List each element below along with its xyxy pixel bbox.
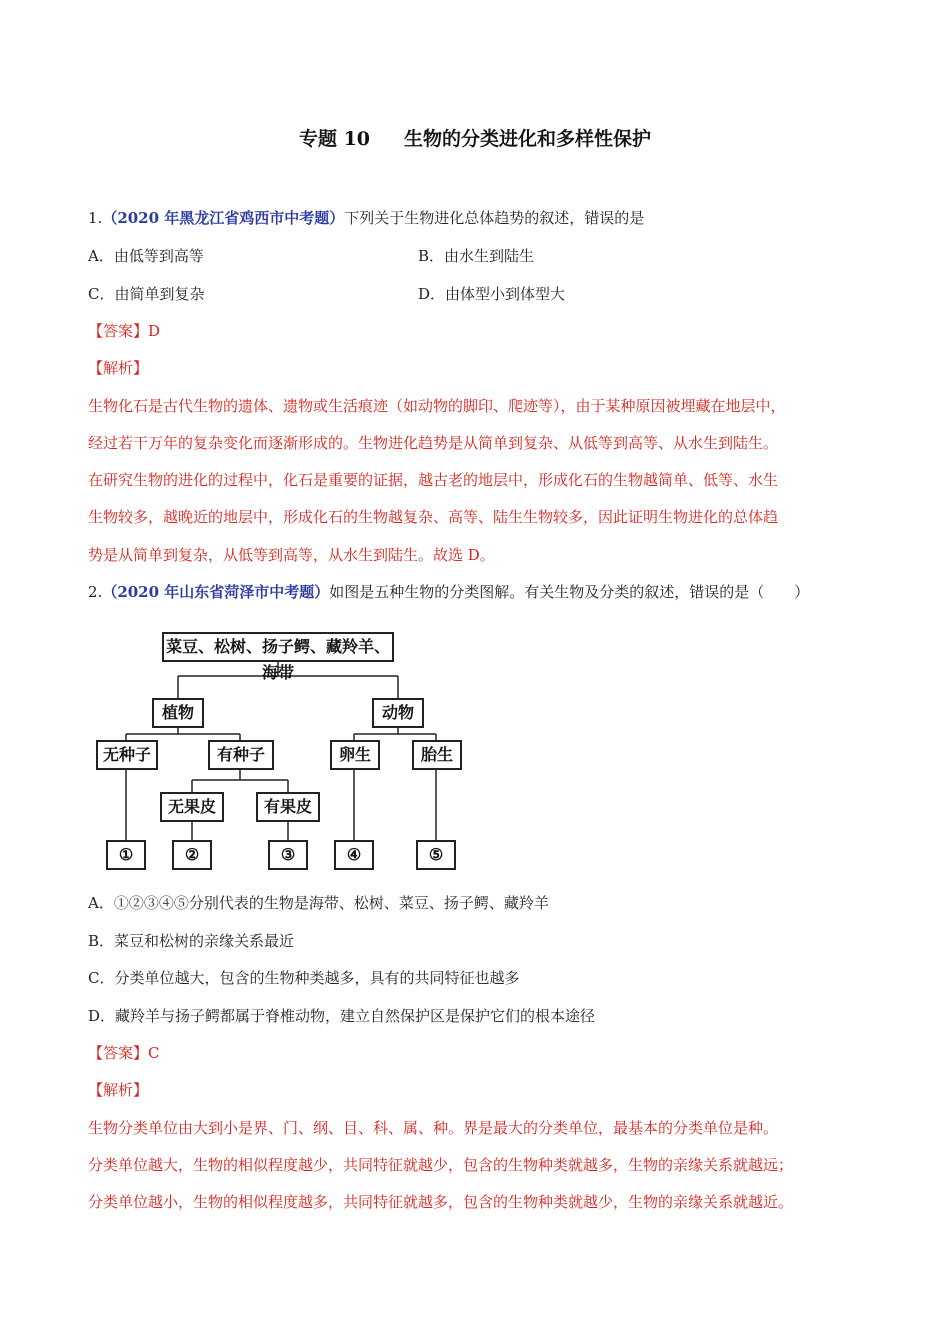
q2-option-c: C．分类单位越大，包含的生物种类越多，具有的共同特征也越多 — [88, 969, 520, 987]
diagram-has-seed-box: 有种子 — [208, 740, 274, 770]
q2-answer: 【答案】C — [88, 1044, 160, 1062]
q2-analysis-label: 【解析】 — [88, 1081, 149, 1099]
diagram-plant-box: 植物 — [152, 698, 204, 728]
q1-option-a: A．由低等到高等 — [88, 247, 204, 265]
q2-analysis-line-3: 分类单位越小，生物的相似程度越多，共同特征就越多，包含的生物种类就越少，生物的亲缘关系就越近。 — [88, 1193, 794, 1211]
q1-stem-line — [88, 208, 644, 228]
q1-option-c: C．由简单到复杂 — [88, 285, 205, 303]
classification-diagram — [96, 628, 476, 874]
diagram-viviparous-box: 胎生 — [412, 740, 462, 770]
q1-number: 1. — [88, 209, 103, 227]
q2-option-d: D．藏羚羊与扬子鳄都属于脊椎动物，建立自然保护区是保护它们的根本途径 — [88, 1007, 596, 1025]
diagram-leaf-1: ① — [106, 840, 146, 870]
q1-analysis-line-3: 在研究生物的进化的过程中，化石是重要的证据，越古老的地层中，形成化石的生物越简单、低等、水生 — [88, 471, 779, 489]
diagram-leaf-3: ③ — [268, 840, 308, 870]
title-prefix: 专题 10 — [298, 128, 371, 150]
diagram-no-seed-box: 无种子 — [96, 740, 158, 770]
q1-analysis-line-4: 生物较多，越晚近的地层中，形成化石的生物越复杂、高等、陆生生物较多，因此证明生物进化的总体趋 — [88, 508, 779, 526]
title-main: 生物的分类进化和多样性保护 — [404, 128, 652, 150]
q2-number: 2. — [88, 583, 103, 601]
q2-option-b: B．菜豆和松树的亲缘关系最近 — [88, 932, 295, 950]
q1-analysis-line-1: 生物化石是古代生物的遗体、遗物或生活痕迹（如动物的脚印、爬迹等），由于某种原因被埋藏在地层中， — [88, 397, 786, 415]
diagram-root-box: 菜豆、松树、扬子鳄、藏羚羊、海带 — [162, 632, 394, 662]
q2-analysis-line-1: 生物分类单位由大到小是界、门、纲、目、科、属、种。界是最大的分类单位，最基本的分类单位是种。 — [88, 1119, 779, 1137]
diagram-oviparous-box: 卵生 — [330, 740, 380, 770]
q2-stem-line — [88, 582, 809, 602]
q1-analysis-label: 【解析】 — [88, 359, 149, 377]
q1-analysis-line-2: 经过若干万年的复杂变化而逐渐形成的。生物进化趋势是从简单到复杂、从低等到高等、从水生到陆生。 — [88, 434, 779, 452]
q1-answer: 【答案】D — [88, 322, 161, 340]
q1-stem: 下列关于生物进化总体趋势的叙述，错误的是 — [344, 209, 645, 227]
q1-option-d: D．由体型小到体型大 — [418, 285, 566, 303]
q2-analysis-line-2: 分类单位越大，生物的相似程度越少，共同特征就越少，包含的生物种类就越多，生物的亲缘关系就越远； — [88, 1156, 794, 1174]
q2-source: （2020 年山东省菏泽市中考题） — [102, 583, 330, 601]
q2-option-a: A．①②③④⑤分别代表的生物是海带、松树、菜豆、扬子鳄、藏羚羊 — [88, 894, 549, 912]
q1-option-b: B．由水生到陆生 — [418, 247, 535, 265]
q1-analysis-line-5: 势是从简单到复杂，从低等到高等，从水生到陆生。故选 D。 — [88, 546, 495, 564]
diagram-has-pericarp-box: 有果皮 — [256, 792, 320, 822]
page-title — [0, 124, 950, 151]
diagram-no-pericarp-box: 无果皮 — [160, 792, 224, 822]
diagram-leaf-2: ② — [172, 840, 212, 870]
diagram-leaf-4: ④ — [334, 840, 374, 870]
q2-stem: 如图是五种生物的分类图解。有关生物及分类的叙述，错误的是（ ） — [329, 583, 810, 601]
diagram-animal-box: 动物 — [372, 698, 424, 728]
q1-source: （2020 年黑龙江省鸡西市中考题） — [102, 209, 345, 227]
diagram-leaf-5: ⑤ — [416, 840, 456, 870]
